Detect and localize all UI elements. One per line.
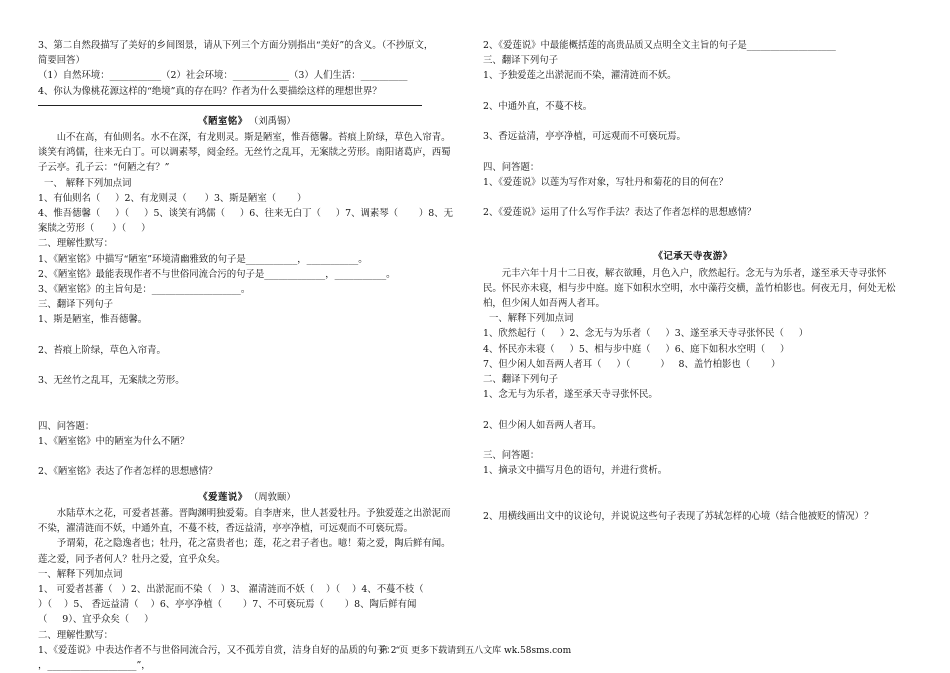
loushi-title-row — [38, 114, 456, 129]
exercise-line: 2、但少闲人如吾两人者耳。 — [483, 419, 602, 431]
exercise-line: 1、 可爱者甚蕃（ ）2、出淤泥而不染（ ）3、 濯清涟而不妖（ ）（ ）4、不蔓不枝（ — [38, 583, 424, 595]
exercise-line: 1、《陋室铭》中描写“陋室”环境清幽雅致的句子是___________，___________。 — [38, 253, 368, 265]
exercise-line — [483, 433, 903, 448]
ailian-title-row — [38, 490, 456, 505]
ailian-para-1: 水陆草木之花，可爱者甚蕃。晋陶渊明独爱菊。自李唐来，世人甚爱牡丹。予独爱莲之出淤泥而不染，濯清涟而不妖，中通外直，不蔓不枝，香远益清，亭亭净植，可远观而不可亵玩焉。 — [38, 507, 451, 535]
exercise-line: 7、但少闲人如吾两人者耳（ ）（ ） 8、盖竹柏影也（ ） — [483, 358, 781, 370]
question-line: 3、第二自然段描写了美好的乡间图景，请从下列三个方面分别指出“美好”的含义。（不抄原文， — [38, 40, 434, 51]
loushi-title: 《陋室铭》 — [198, 115, 248, 127]
exercise-line — [483, 84, 903, 99]
exercise-line: 1、念无与为乐者，遂至承天寺寻张怀民。 — [483, 389, 658, 401]
ailian-para-2: 予谓菊，花之隐逸者也；牡丹，花之富贵者也；莲，花之君子者也。噫！菊之爱，陶后鲜有闻。莲之爱，同予者何人？牡丹之爱，宜乎众矣。 — [38, 538, 451, 565]
chengtian-title-row — [483, 249, 903, 264]
ailian-title: 《爱莲说》 — [198, 491, 248, 503]
exercise-line: 2、《陋室铭》最能表现作者不与世俗同流合污的句子是_____________，___________。 — [38, 268, 396, 280]
exercise-line: 二、理解性默写： — [38, 238, 114, 250]
chengtian-text: 元丰六年十月十二日夜，解衣欲睡，月色入户，欣然起行。念无与为乐者，遂至承天寺寻张怀民。怀民亦未寝，相与步中庭。庭下如积水空明，水中藻荇交横，盖竹柏影也。何夜无月，何处无松柏，但少闲人如吾两人者耳。 — [483, 267, 896, 310]
intro-questions — [38, 38, 456, 99]
question-line: 4、你认为像桃花源这样的“绝境”真的存在吗？作者为什么要描绘这样的理想世界？ — [38, 85, 382, 97]
exercise-line — [483, 144, 903, 159]
exercise-line: 1、欣然起行（ ）2、念无与为乐者（ ）3、遂至承天寺寻张怀民（ ） — [483, 328, 809, 340]
exercise-line: 四、问答题： — [38, 420, 95, 432]
exercise-line: ）（ ）5、 香远益清（ ）6、亭亭净植（ ）7、不可亵玩焉（ ）8、陶后鲜有闻 — [38, 599, 417, 611]
exercise-line: 一、 解释下列加点词 — [38, 177, 132, 189]
chengtian-title: 《记承天寺夜游》 — [653, 251, 733, 263]
exercise-line: 3、无丝竹之乱耳，无案牍之劳形。 — [38, 375, 185, 387]
loushi-text: 山不在高，有仙则名。水不在深，有龙则灵。斯是陋室，惟吾德馨。苔痕上阶绿，草色入帘青。谈笑有鸿儒，往来无白丁。可以调素琴，阅金经。无丝竹之乱耳，无案牍之劳形。南阳诸葛庐，西蜀子云亭。孔子云：“何陋之有？” — [38, 132, 451, 174]
exercise-line: 1、《陋室铭》中的陋室为什么不陋？ — [38, 436, 190, 448]
exercise-line: ，___________________”， — [38, 659, 151, 671]
exercise-line: 案牍之劳形（ ）（ ） — [38, 223, 151, 235]
exercise-line: 二、理解性默写： — [38, 629, 114, 641]
exercise-line — [38, 388, 456, 403]
loushi-exercises — [38, 176, 456, 480]
exercise-line — [38, 404, 456, 419]
exercise-line: 二、翻译下列句子 — [483, 374, 559, 386]
divider-line — [38, 99, 422, 106]
page-footer: 第 2 页 更多下载请到五八文库 wk.58sms.com — [378, 646, 572, 656]
exercise-line: （ 9）、宜乎众矣（ ） — [38, 614, 154, 626]
exercise-line — [483, 190, 903, 205]
exercise-line: 1、摘录文中描写月色的语句，并进行赏析。 — [483, 465, 668, 477]
exercise-line: 2、《爱莲说》运用了什么写作手法？表达了作者怎样的思想感情？ — [483, 207, 757, 219]
exercise-line — [483, 402, 903, 417]
exercise-line: 三、翻译下列句子 — [38, 299, 114, 311]
exercise-line: 1、斯是陋室，惟吾德馨。 — [38, 314, 148, 326]
exercise-line: 1、予独爱莲之出淤泥而不染，濯清涟而不妖。 — [483, 70, 677, 82]
exercise-line: 2、用横线画出文中的议论句，并说说这些句子表现了苏轼怎样的心境（结合他被贬的情况）？ — [483, 510, 874, 522]
exercise-line: 2、《陋室铭》表达了作者怎样的思想感情？ — [38, 466, 218, 478]
exercise-line: 3、《陋室铭》的主旨句是：___________________。 — [38, 284, 251, 296]
exercise-line — [483, 114, 903, 129]
exercise-line: 1、《爱莲说》以莲为写作对象，写牡丹和菊花的目的何在？ — [483, 176, 729, 188]
question-line: 简要回答） — [38, 55, 85, 67]
exercise-line: 一、解释下列加点词 — [38, 568, 123, 580]
ailian-author: （周敦颐） — [253, 491, 296, 503]
exercise-line — [483, 494, 903, 509]
ailian-continued-exercises — [483, 38, 903, 220]
exercise-line: 2、中通外直，不蔓不枝。 — [483, 100, 593, 112]
exercise-line: 2、苔痕上阶绿，草色入帘青。 — [38, 344, 166, 356]
chengtian-exercises — [483, 311, 903, 524]
exercise-line: 四、问答题： — [483, 161, 540, 173]
exercise-line: 三、问答题： — [483, 450, 540, 462]
exercise-line: 4、怀民亦未寝（ ）5、相与步中庭（ ）6、庭下如积水空明（ ） — [483, 343, 790, 355]
question-line: （1）自然环境：___________（2）社会环境：____________（3）人们生活：__________ — [38, 70, 408, 82]
exercise-line: 2、《爱莲说》中最能概括莲的高贵品质又点明全文主旨的句子是___________________ — [483, 40, 836, 51]
right-column — [483, 38, 903, 524]
exercise-line: 3、香远益清，亭亭净植，可远观而不可亵玩焉。 — [483, 131, 686, 143]
loushi-author: （刘禹锡） — [253, 115, 296, 127]
exercise-line: 三、翻译下列句子 — [483, 55, 559, 67]
exercise-line — [38, 449, 456, 464]
left-column — [38, 38, 456, 673]
exercise-line: 1、有仙则名（ ）2、有龙则灵（ ）3、斯是陋室（ ） — [38, 192, 307, 204]
exercise-line — [38, 358, 456, 373]
exercise-line: 4、惟吾德馨（ ）（ ）5、谈笑有鸿儒（ ）6、往来无白丁（ ）7、调素琴（ ）8、无 — [38, 208, 453, 220]
ailian-exercises — [38, 567, 456, 673]
exercise-line: 一、解释下列加点词 — [483, 313, 574, 325]
exercise-line: 1、《爱莲说》中表达作者不与世俗同流合污，又不孤芳自赏，洁身自好的品质的句子：“ — [38, 644, 401, 656]
exercise-line — [38, 328, 456, 343]
exercise-line — [483, 478, 903, 493]
